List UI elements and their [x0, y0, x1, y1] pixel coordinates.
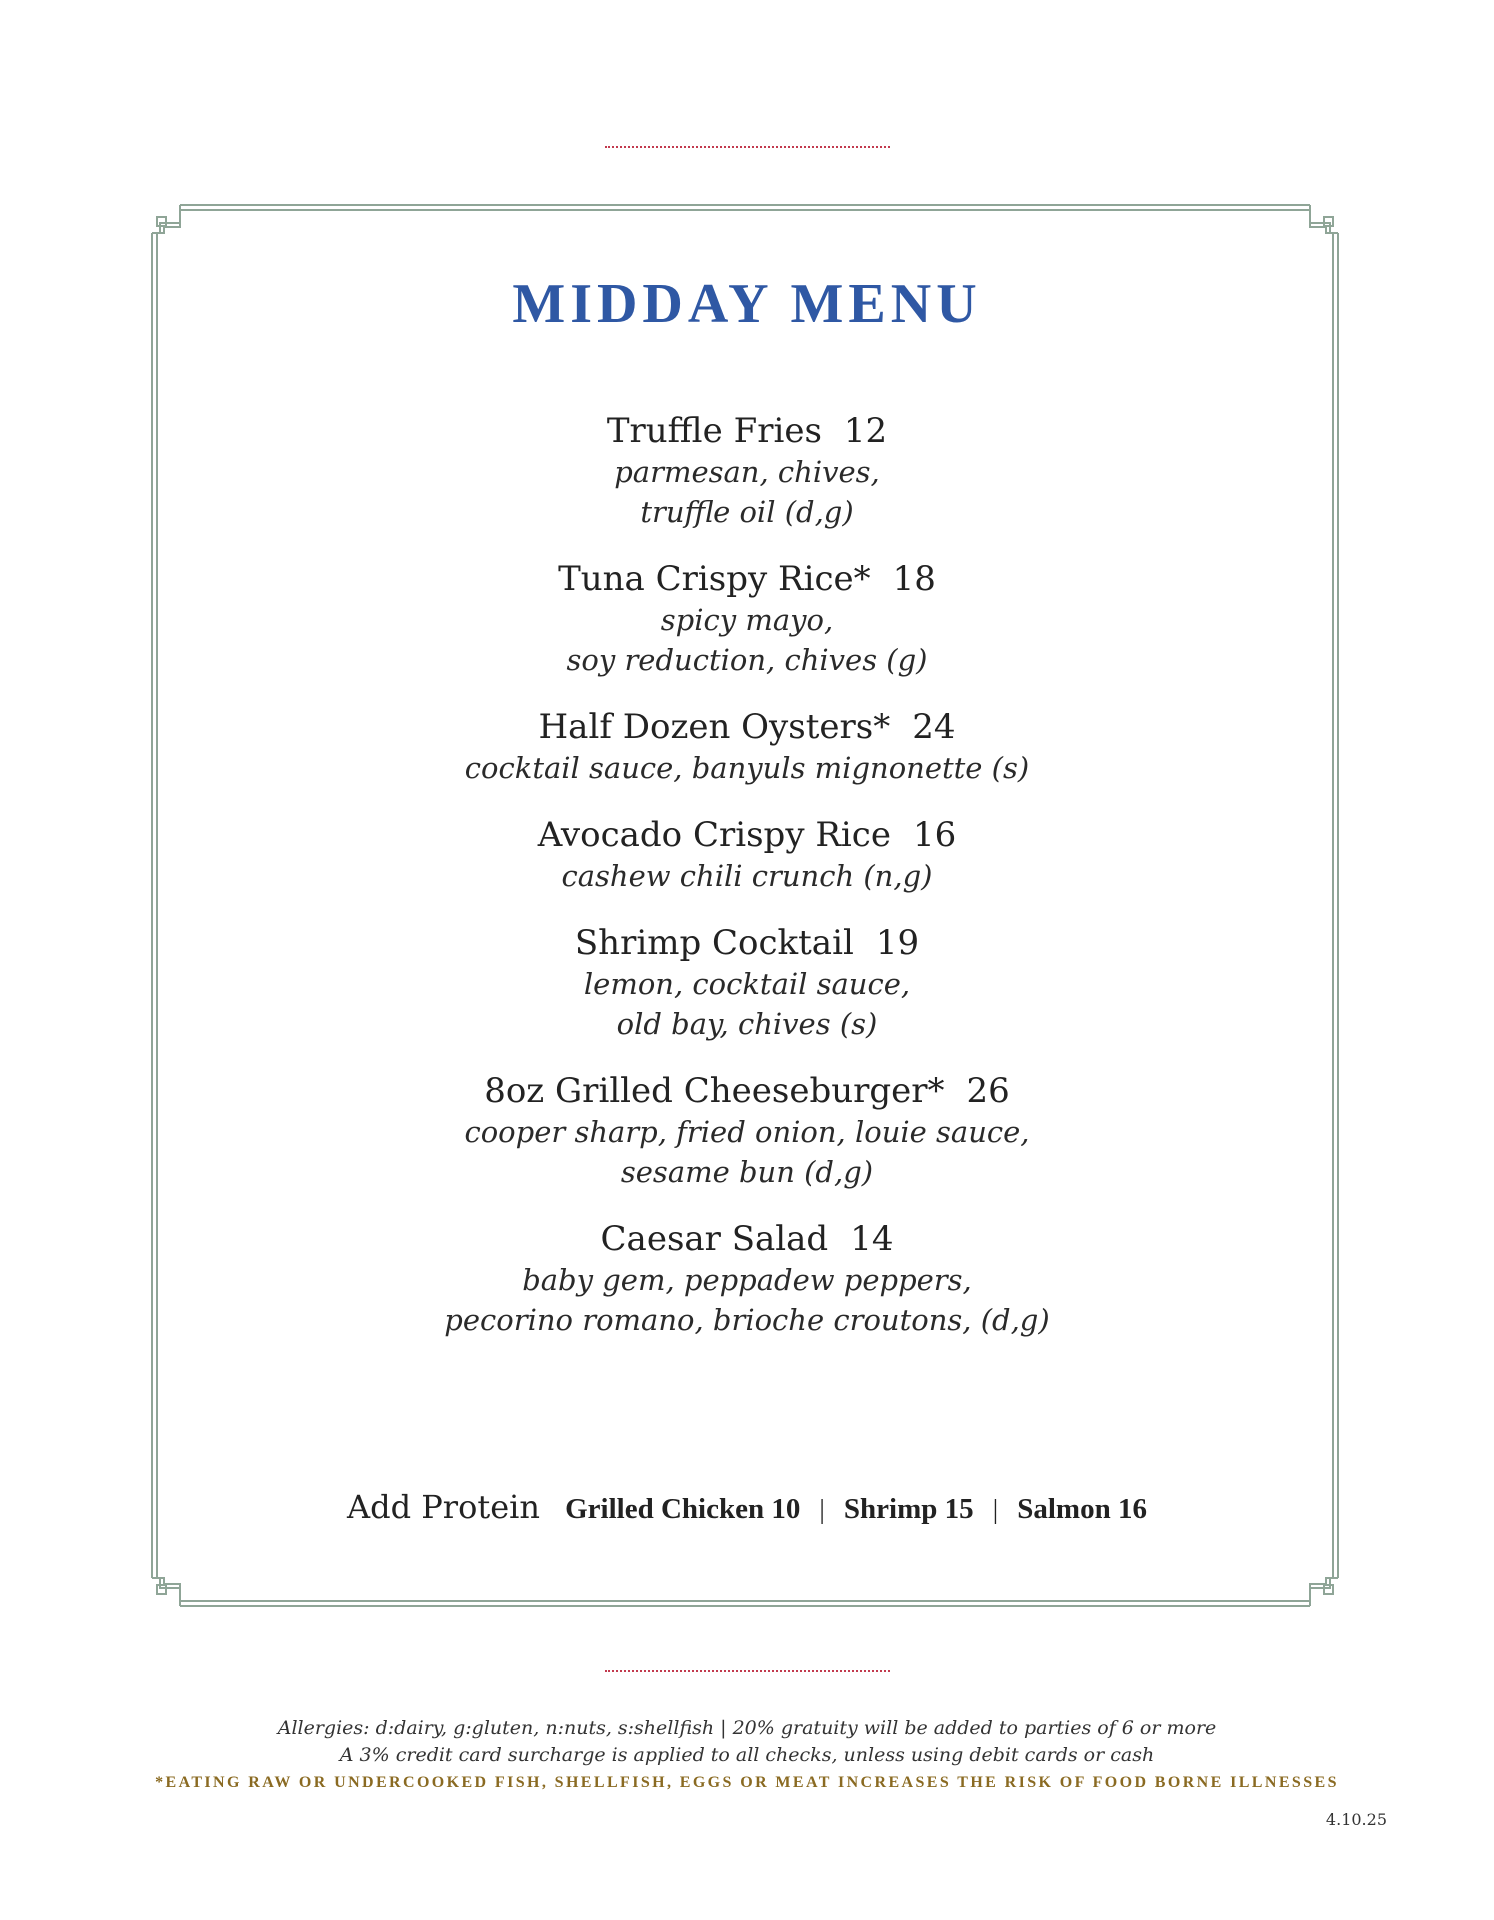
- item-description: cashew chili crunch (n,g): [561, 859, 933, 893]
- protein-option-chicken: Grilled Chicken 10: [565, 1493, 801, 1525]
- item-description: pecorino romano, brioche croutons, (d,g): [444, 1303, 1050, 1337]
- protein-option-salmon: Salmon 16: [1017, 1493, 1147, 1525]
- item-price: 12: [843, 411, 888, 451]
- item-price: 14: [850, 1219, 894, 1259]
- item-name-line: [0, 558, 1494, 600]
- menu-item: [0, 922, 1494, 1044]
- item-name: Half Dozen Oysters*: [538, 707, 891, 747]
- item-price: 24: [912, 707, 956, 747]
- bottom-dotted-divider: [605, 1670, 890, 1672]
- footer-notes: [0, 1715, 1494, 1792]
- item-description: lemon, cocktail sauce,: [583, 967, 911, 1001]
- item-name: Avocado Crispy Rice: [537, 815, 891, 855]
- item-name-line: [0, 1218, 1494, 1260]
- item-name: Caesar Salad: [600, 1219, 829, 1259]
- item-description: soy reduction, chives (g): [566, 643, 928, 677]
- surcharge-note: A 3% credit card surcharge is applied to all checks, unless using debit cards or cash: [339, 1744, 1155, 1766]
- item-name-line: [0, 814, 1494, 856]
- item-price: 18: [892, 559, 936, 599]
- item-description: spicy mayo,: [660, 603, 834, 637]
- menu-title: MIDDAY MENU: [512, 273, 982, 335]
- item-name-line: [0, 706, 1494, 748]
- divider-bar: |: [992, 1494, 999, 1524]
- menu-date: 4.10.25: [1325, 1810, 1387, 1829]
- menu-item: [0, 558, 1494, 680]
- menu-item: [0, 410, 1494, 532]
- item-description: sesame bun (d,g): [620, 1155, 874, 1189]
- item-price: 16: [912, 815, 957, 855]
- item-name-line: [0, 1070, 1494, 1112]
- menu-item: [0, 706, 1494, 788]
- item-name: Truffle Fries: [606, 411, 822, 451]
- menu-items: [0, 410, 1494, 1366]
- menu-item: [0, 1070, 1494, 1192]
- item-name: Shrimp Cocktail: [574, 923, 854, 963]
- item-description: cocktail sauce, banyuls mignonette (s): [464, 751, 1030, 785]
- item-price: 19: [875, 923, 920, 963]
- allergies-note: Allergies: d:dairy, g:gluten, n:nuts, s:shellfish | 20% gratuity will be added to parties of 6 or more: [277, 1717, 1217, 1739]
- item-price: 26: [966, 1071, 1010, 1111]
- top-dotted-divider: [605, 146, 890, 148]
- item-name: 8oz Grilled Cheeseburger*: [484, 1071, 945, 1111]
- menu-item: [0, 1218, 1494, 1340]
- item-name: Tuna Crispy Rice*: [558, 559, 871, 599]
- protein-option-shrimp: Shrimp 15: [843, 1493, 974, 1525]
- menu-item: [0, 814, 1494, 896]
- item-name-line: [0, 922, 1494, 964]
- item-description: baby gem, peppadew peppers,: [522, 1263, 972, 1297]
- item-description: cooper sharp, fried onion, louie sauce,: [464, 1115, 1030, 1149]
- add-protein-row: [0, 1488, 1494, 1526]
- item-description: truffle oil (d,g): [640, 495, 854, 529]
- item-description: old bay, chives (s): [616, 1007, 878, 1041]
- raw-food-warning: *EATING RAW OR UNDERCOOKED FISH, SHELLFISH, EGGS OR MEAT INCREASES THE RISK OF FOOD BORNE ILLNESSES: [155, 1774, 1339, 1791]
- add-protein-label: Add Protein: [347, 1488, 540, 1526]
- divider-bar: |: [819, 1494, 825, 1524]
- item-description: parmesan, chives,: [614, 455, 880, 489]
- item-name-line: [0, 410, 1494, 452]
